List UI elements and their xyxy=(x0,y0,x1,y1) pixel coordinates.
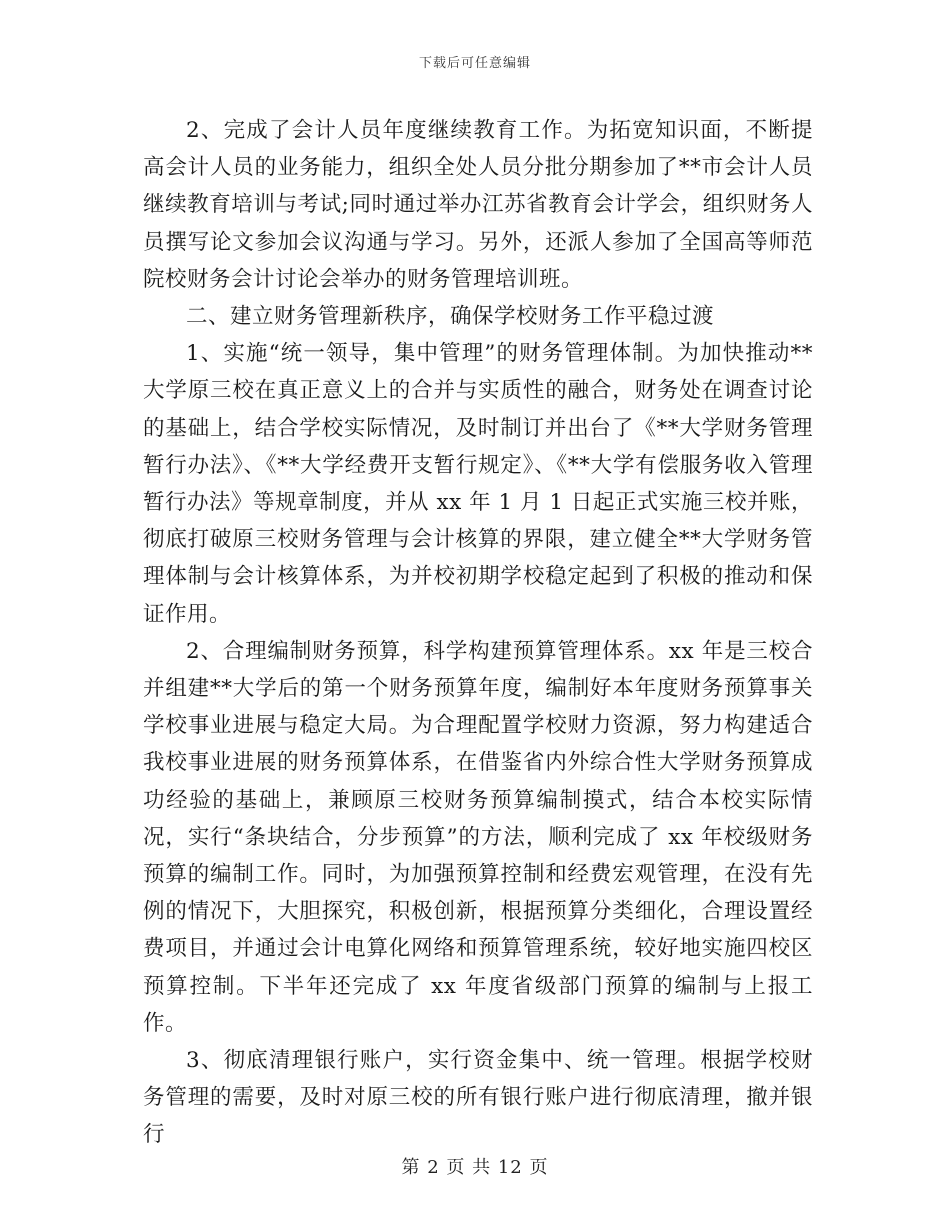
paragraph-management-system: 1、实施“统一领导，集中管理”的财务管理体制。为加快推动**大学原三校在真正意义上的合并与实质性的融合，财务处在调查讨论的基础上，结合学校实际情况，及时制订并出台了《**大学财务管理暂行办法》、《**大学经费开支暂行规定》、《**大学有偿服务收入管理暂行办法》等规章制度，并从 xx 年 1 月 1 日起正式实施三校并账，彻底打破原三校财务管理与会计核算的界限，建立健全**大学财务管理体制与会计核算体系，为并校初期学校稳定起到了积极的推动和保证作用。 xyxy=(143,341,813,627)
page-header-note: 下载后可任意编辑 xyxy=(418,56,531,71)
paragraph-budget: 2、合理编制财务预算，科学构建预算管理体系。xx 年是三校合并组建**大学后的第一个财务预算年度，编制好本年度财务预算事关学校事业进展与稳定大局。为合理配置学校财力资源，努力构建适合我校事业进展的财务预算体系，在借鉴省内外综合性大学财务预算成功经验的基础上，兼顾原三校财务预算编制摸式，结合本校实际情况，实行“条块结合，分步预算”的方法，顺利完成了 xx 年校级财务预算的编制工作。同时，为加强预算控制和经费宏观管理，在没有先例的情况下，大胆探究，积极创新，根据预算分类细化，合理设置经费项目，并通过会计电算化网络和预算管理系统，较好地实施四校区预算控制。下半年还完成了 xx 年度省级部门预算的编制与上报工作。 xyxy=(143,638,813,1036)
document-body xyxy=(143,112,813,1154)
section-heading-two: 二、建立财务管理新秩序，确保学校财务工作平稳过渡 xyxy=(186,304,715,330)
paragraph-continuing-education: 2、完成了会计人员年度继续教育工作。为拓宽知识面，不断提高会计人员的业务能力，组织全处人员分批分期参加了**市会计人员继续教育培训与考试;同时通过举办江苏省教育会计学会，组织财务人员撰写论文参加会议沟通与学习。另外，还派人参加了全国高等师范院校财务会计讨论会举办的财务管理培训班。 xyxy=(143,118,813,292)
page-number-footer: 第 2 页 共 12 页 xyxy=(401,1157,549,1178)
paragraph-bank-accounts: 3、彻底清理银行账户，实行资金集中、统一管理。根据学校财务管理的需要，及时对原三校的所有银行账户进行彻底清理，撤并银行 xyxy=(143,1048,813,1148)
